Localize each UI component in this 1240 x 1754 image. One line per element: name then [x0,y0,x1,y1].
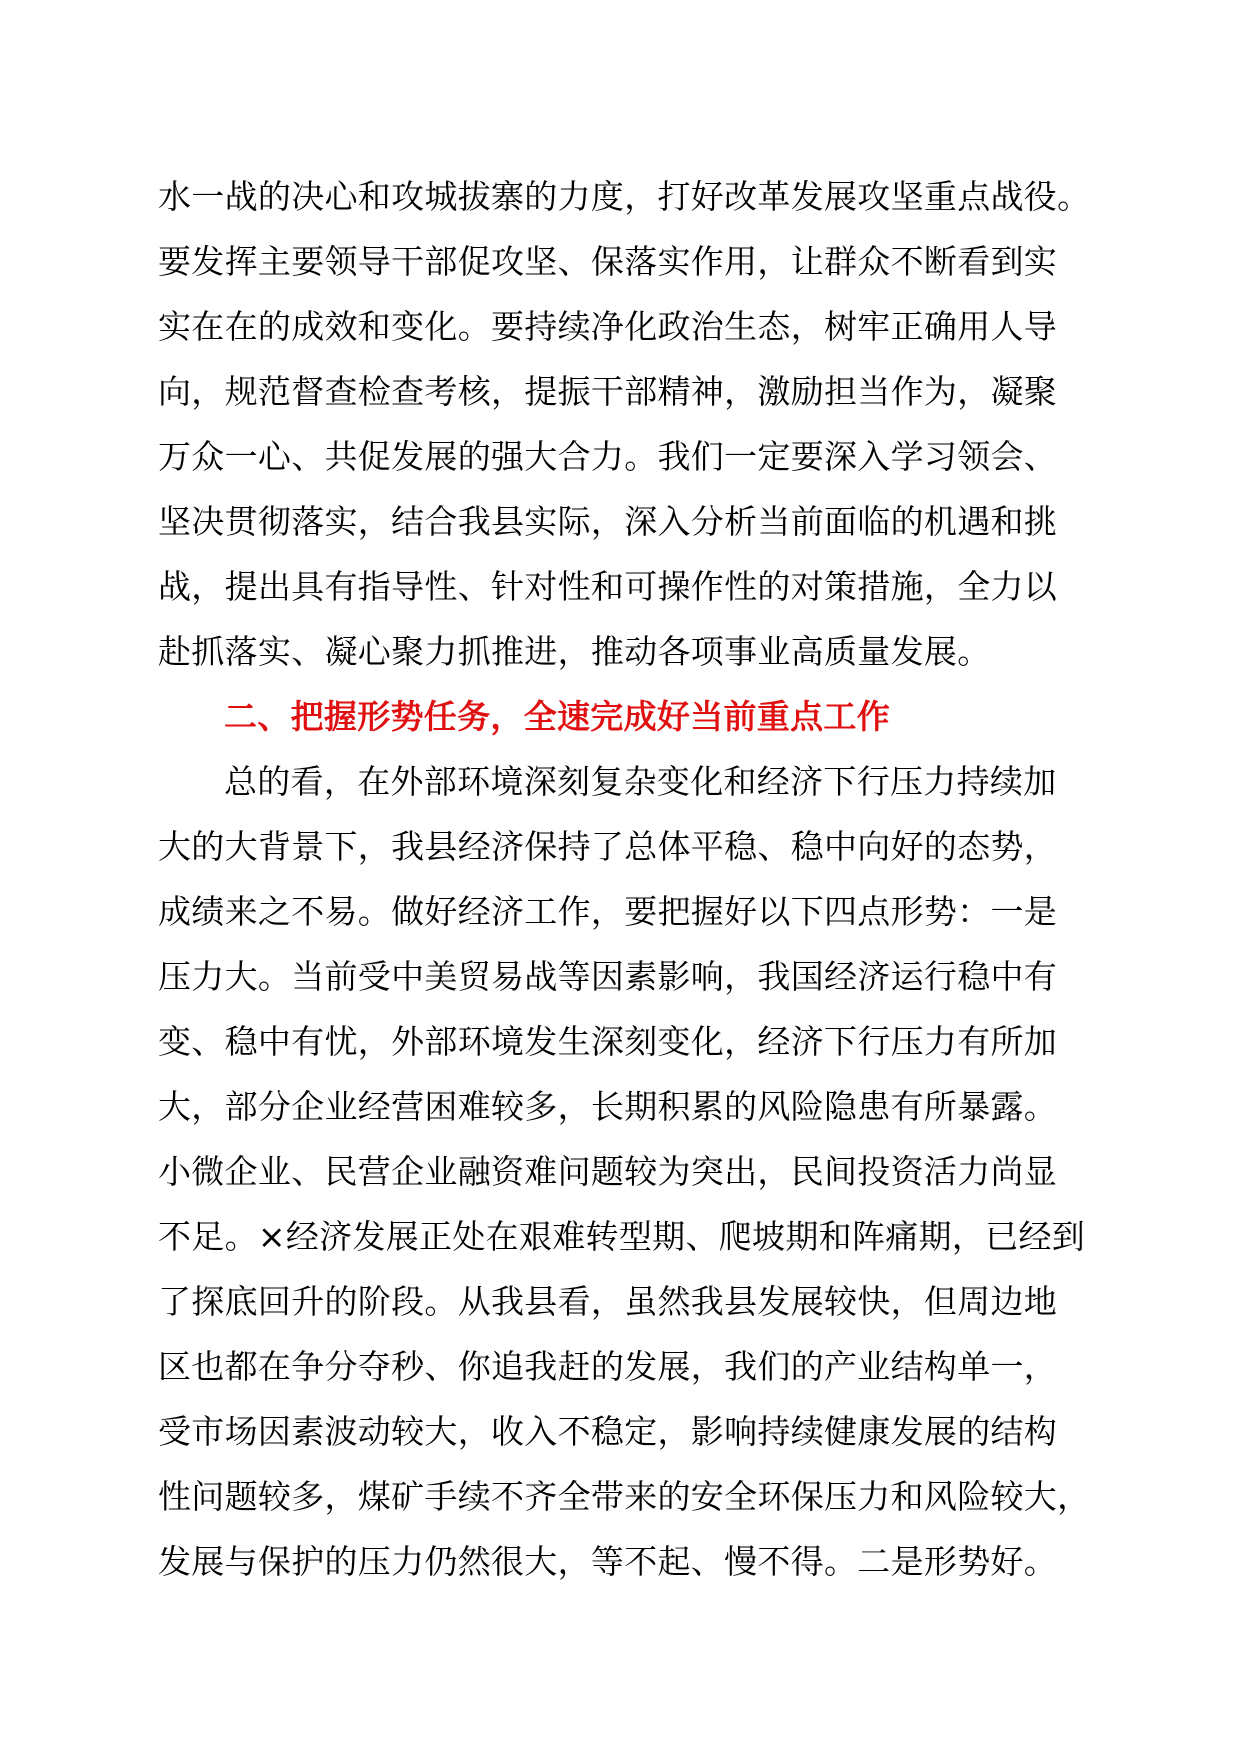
body-line: 坚决贯彻落实，结合我县实际，深入分析当前面临的机遇和挑 [158,502,1058,541]
body-line: 万众一心、共促发展的强大合力。我们一定要深入学习领会、 [158,437,1058,476]
body-line: 赴抓落实、凝心聚力抓推进，推动各项事业高质量发展。 [158,632,991,671]
section-heading: 二、把握形势任务，全速完成好当前重点工作 [224,697,890,736]
body-line: 向，规范督查检查考核，提振干部精神，激励担当作为，凝聚 [158,372,1058,411]
body-line: 大，部分企业经营困难较多，长期积累的风险隐患有所暴露。 [158,1087,1058,1126]
body-line: 受市场因素波动较大，收入不稳定，影响持续健康发展的结构 [158,1412,1058,1451]
body-line: 总的看，在外部环境深刻复杂变化和经济下行压力持续加 [224,762,1057,801]
body-line: 水一战的决心和攻城拔寨的力度，打好改革发展攻坚重点战役。 [158,177,1091,216]
body-line: 小微企业、民营企业融资难问题较为突出，民间投资活力尚显 [158,1152,1058,1191]
body-line: 了探底回升的阶段。从我县看，虽然我县发展较快，但周边地 [158,1282,1058,1321]
body-line: 不足。×经济发展正处在艰难转型期、爬坡期和阵痛期，已经到 [158,1217,1086,1256]
body-line: 成绩来之不易。做好经济工作，要把握好以下四点形势：一是 [158,892,1058,931]
body-line: 性问题较多，煤矿手续不齐全带来的安全环保压力和风险较大， [158,1477,1091,1516]
body-line: 战，提出具有指导性、针对性和可操作性的对策措施，全力以 [158,567,1058,606]
document-body [158,164,1118,1594]
body-line: 区也都在争分夺秒、你追我赶的发展，我们的产业结构单一， [158,1347,1058,1386]
body-line: 大的大背景下，我县经济保持了总体平稳、稳中向好的态势， [158,827,1058,866]
body-line: 压力大。当前受中美贸易战等因素影响，我国经济运行稳中有 [158,957,1058,996]
body-line: 变、稳中有忧，外部环境发生深刻变化，经济下行压力有所加 [158,1022,1058,1061]
body-line: 发展与保护的压力仍然很大，等不起、慢不得。二是形势好。 [158,1542,1058,1581]
body-line: 要发挥主要领导干部促攻坚、保落实作用，让群众不断看到实 [158,242,1058,281]
body-line: 实在在的成效和变化。要持续净化政治生态，树牢正确用人导 [158,307,1058,346]
